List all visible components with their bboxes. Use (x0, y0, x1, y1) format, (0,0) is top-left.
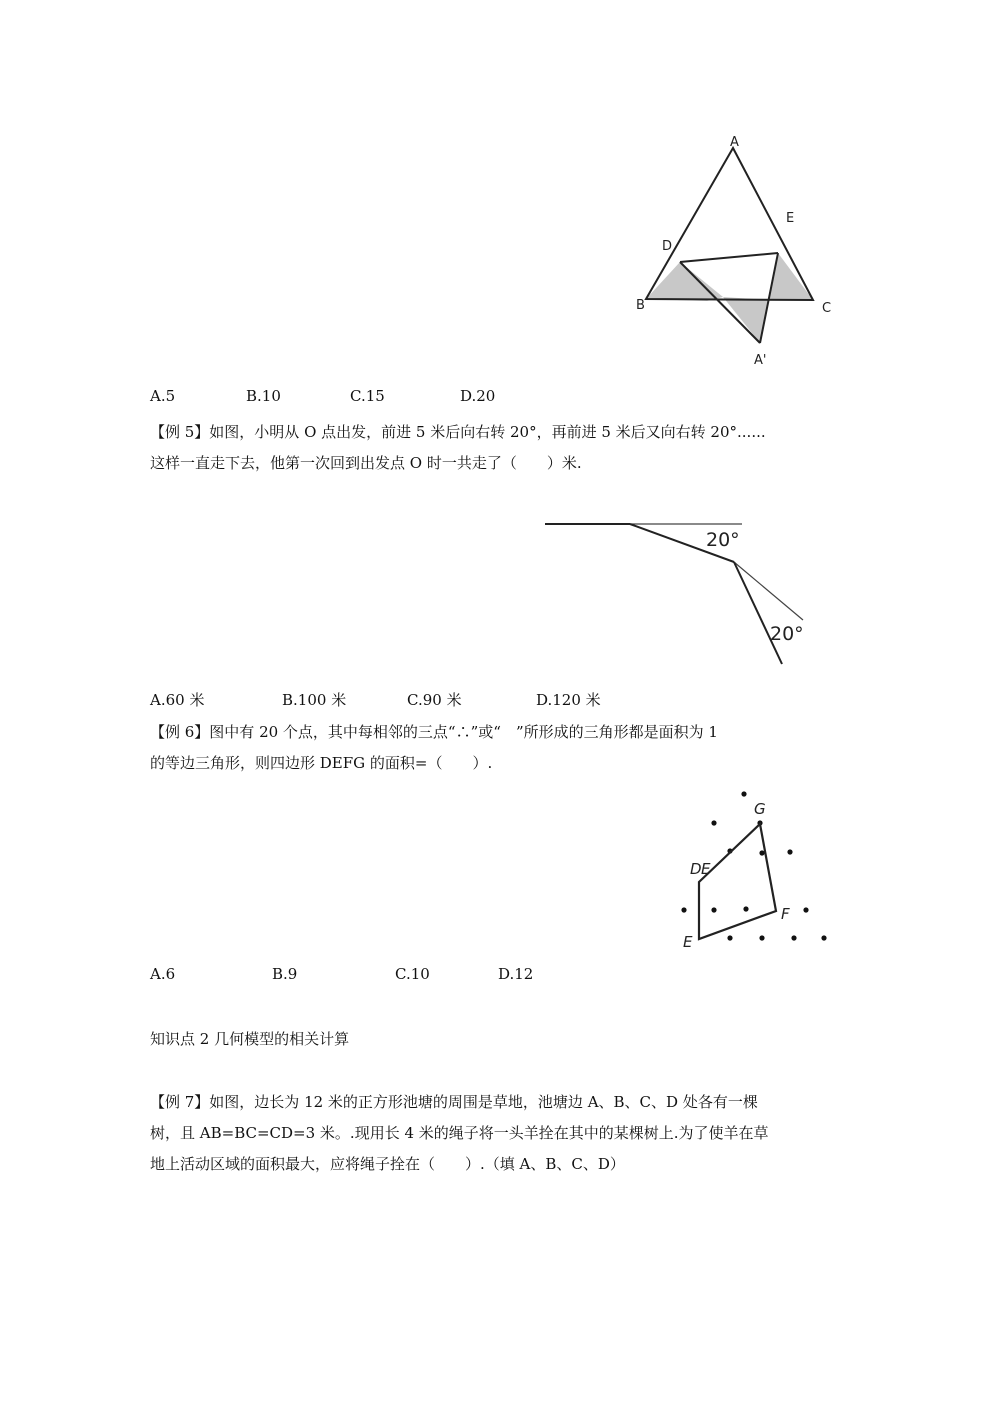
label-e-bottom: E (683, 933, 693, 951)
option-d: D.20 (460, 387, 496, 405)
dot (727, 935, 732, 940)
dot (821, 935, 826, 940)
quadrilateral-defg (699, 824, 776, 939)
segment-de (680, 253, 778, 262)
dot (803, 907, 808, 912)
option-b: B.100 米 (282, 691, 347, 709)
dot (743, 906, 748, 911)
option-c: C.10 (395, 965, 430, 983)
dot (741, 791, 746, 796)
option-c: C.90 米 (407, 691, 462, 709)
option-d: D.120 米 (536, 691, 601, 709)
option-d: D.12 (498, 965, 534, 983)
dot (759, 850, 764, 855)
option-a: A.60 米 (150, 691, 205, 709)
label-e-top: E (701, 860, 711, 878)
label-f: F (781, 905, 790, 923)
option-a: A.5 (150, 387, 176, 405)
example-6-line-1: 【例 6】图中有 20 个点，其中每相邻的三点“∴”或“ ”所形成的三角形都是面积为 1 (150, 723, 718, 741)
option-b: B.9 (272, 965, 298, 983)
example-6-line-2: 的等边三角形，则四边形 DEFG 的面积=（ ）. (150, 754, 493, 772)
dot (759, 935, 764, 940)
angle-label-2: 20° (770, 623, 804, 645)
option-b: B.10 (246, 387, 281, 405)
dot (791, 935, 796, 940)
walking-path-figure (540, 510, 810, 670)
example-7-line-2: 树，且 AB=BC=CD=3 米。.现用长 4 米的绳子将一头羊拴在其中的某棵树上.为了使羊在草 (150, 1124, 769, 1142)
label-d: D (690, 860, 702, 878)
label-g: G (754, 800, 766, 818)
label-a: A (730, 135, 739, 150)
dot (711, 820, 716, 825)
triangle-fold-figure (620, 128, 840, 378)
dot (711, 907, 716, 912)
label-c: C (822, 301, 832, 316)
reference-line-2 (734, 562, 803, 620)
section-heading: 知识点 2 几何模型的相关计算 (150, 1030, 350, 1048)
label-e: E (786, 211, 795, 226)
label-d: D (662, 239, 673, 254)
example-5-line-2: 这样一直走下去，他第一次回到出发点 O 时一共走了（ ）米. (150, 454, 582, 472)
option-a: A.6 (150, 965, 176, 983)
label-b: B (636, 298, 645, 313)
dot (681, 907, 686, 912)
angle-label-1: 20° (706, 529, 740, 551)
example-7-line-1: 【例 7】如图，边长为 12 米的正方形池塘的周围是草地，池塘边 A、B、C、D 处各有一棵 (150, 1093, 758, 1111)
dot (787, 849, 792, 854)
example-7-line-3: 地上活动区域的面积最大，应将绳子拴在（ ）.（填 A、B、C、D） (150, 1155, 625, 1173)
dot-grid-figure (670, 785, 840, 955)
path-segment-3 (734, 562, 782, 664)
option-c: C.15 (350, 387, 385, 405)
example-5-line-1: 【例 5】如图，小明从 O 点出发，前进 5 米后向右转 20°，再前进 5 米后又向右转 20°...... (150, 423, 766, 441)
label-a-prime: A' (754, 353, 767, 368)
shaded-region-right (768, 253, 813, 300)
